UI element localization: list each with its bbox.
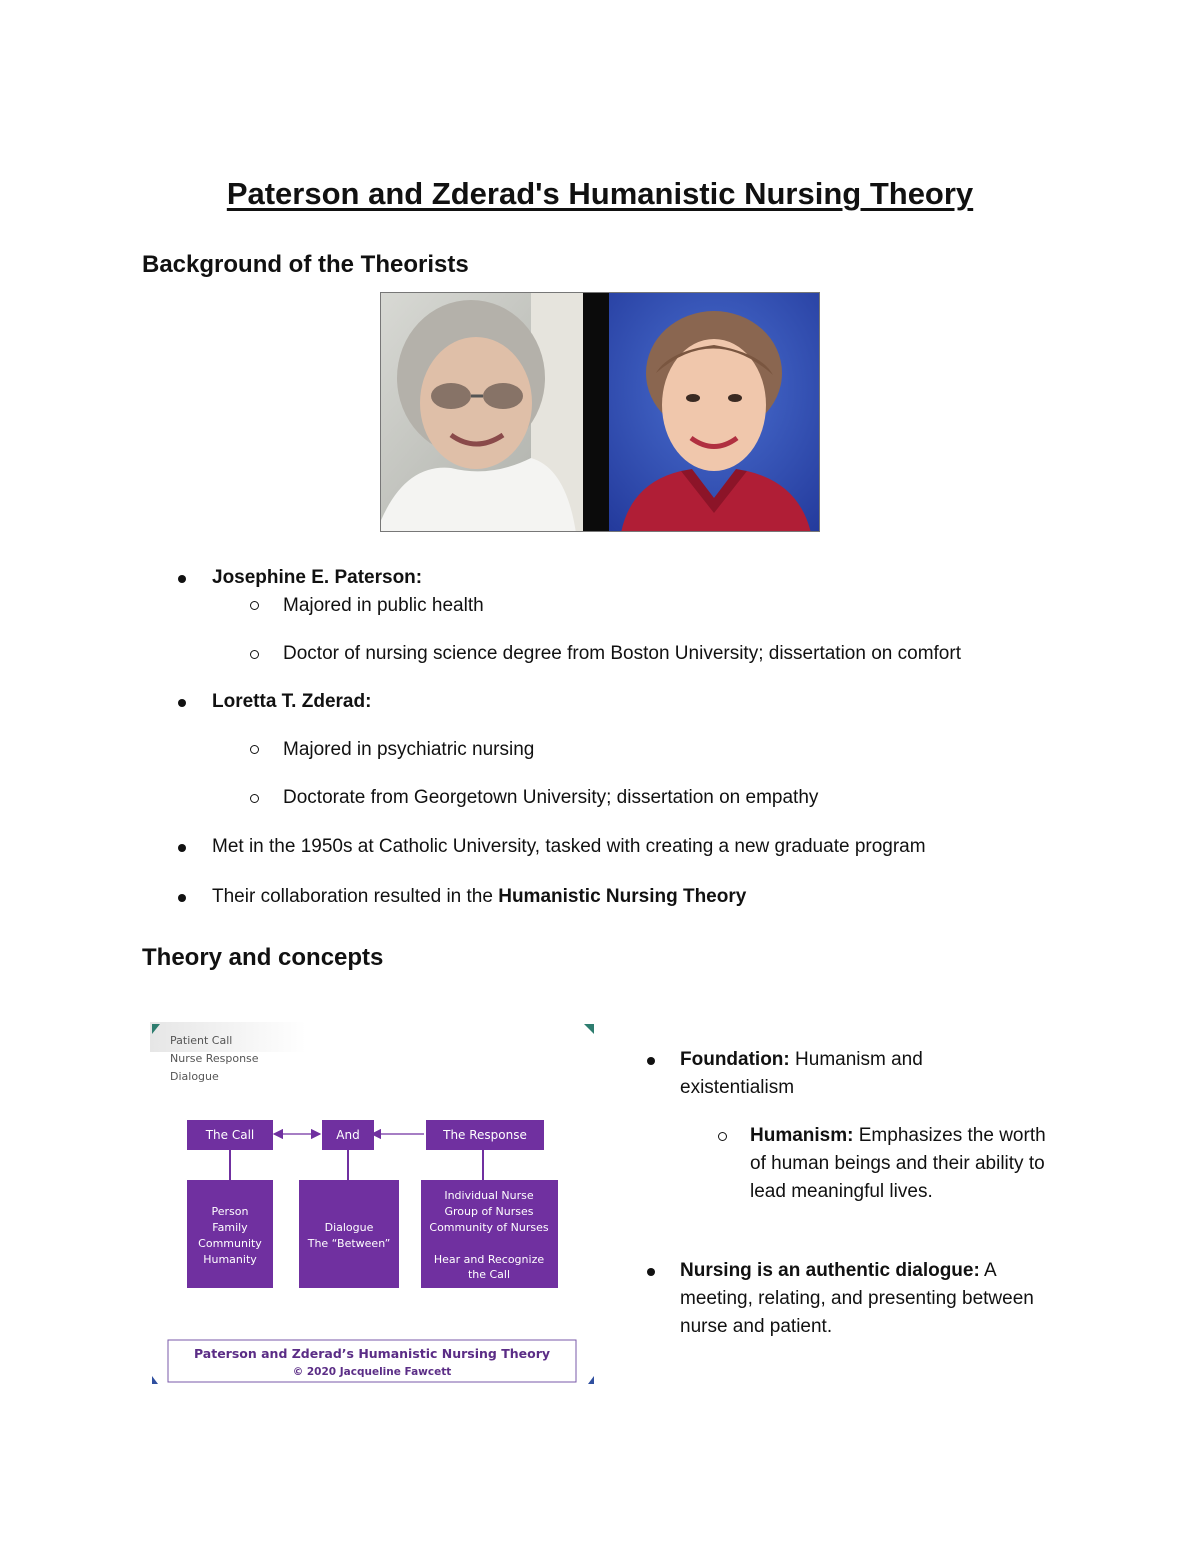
circle-bullet-icon [250, 601, 259, 610]
svg-text:© 2020 Jacqueline Fawcett: © 2020 Jacqueline Fawcett [292, 1366, 452, 1378]
list-item: Doctor of nursing science degree from Boston University; dissertation on comfort [283, 643, 961, 664]
svg-text:Community of Nurses: Community of Nurses [429, 1221, 549, 1234]
list-item-foundation: Foundation: Humanism and existentialism [680, 1049, 923, 1098]
svg-text:Humanity: Humanity [203, 1253, 257, 1266]
bullet-icon [647, 1268, 655, 1276]
svg-text:the Call: the Call [467, 1268, 511, 1281]
box-the-response [426, 1120, 544, 1150]
svg-text:And: And [336, 1128, 360, 1142]
box-and [322, 1120, 374, 1150]
svg-text:Community: Community [198, 1237, 262, 1250]
list-item: Met in the 1950s at Catholic University, tasked with creating a new graduate program [212, 836, 926, 857]
legend-nurse-response: Nurse Response [170, 1052, 259, 1065]
list-item: Majored in public health [283, 595, 484, 616]
page-title: Paterson and Zderad's Humanistic Nursing Theory [226, 176, 974, 211]
bullet-icon [647, 1057, 655, 1065]
diagram-caption [168, 1340, 576, 1382]
svg-text:The Call: The Call [205, 1128, 255, 1142]
svg-text:The “Between”: The “Between” [307, 1237, 391, 1250]
svg-text:Individual Nurse: Individual Nurse [444, 1189, 534, 1202]
list-item: Doctorate from Georgetown University; dissertation on empathy [283, 787, 819, 808]
theorists-photo [380, 292, 820, 532]
humanistic-theory-diagram [150, 1022, 596, 1386]
circle-bullet-icon [250, 745, 259, 754]
box-dialogue-between [299, 1180, 399, 1288]
box-the-call [187, 1120, 273, 1150]
svg-text:Dialogue: Dialogue [324, 1221, 374, 1234]
box-person-family [187, 1180, 273, 1288]
circle-bullet-icon [250, 650, 259, 659]
list-item-humanism: Humanism: Emphasizes the worth of human beings and their ability to lead meaningful lives. [750, 1125, 1046, 1202]
bullet-icon [178, 894, 186, 902]
svg-text:Person: Person [211, 1205, 249, 1218]
corner-accent-icon [588, 1376, 594, 1384]
svg-text:The Response: The Response [443, 1128, 527, 1142]
theorist-paterson-name: Josephine E. Paterson: [212, 567, 423, 588]
bullet-icon [178, 844, 186, 852]
list-item: Majored in psychiatric nursing [283, 739, 535, 760]
circle-bullet-icon [718, 1132, 727, 1141]
legend-dialogue: Dialogue [170, 1070, 219, 1083]
circle-bullet-icon [250, 794, 259, 803]
svg-text:Hear and Recognize: Hear and Recognize [433, 1253, 545, 1266]
legend-patient-call: Patient Call [170, 1034, 233, 1047]
bullet-icon [178, 575, 186, 583]
svg-text:Family: Family [212, 1221, 248, 1234]
bullet-icon [178, 699, 186, 707]
corner-accent-icon [152, 1376, 158, 1384]
list-item: Their collaboration resulted in the Humanistic Nursing Theory [212, 886, 747, 907]
portrait-left-icon [381, 293, 583, 532]
svg-text:Group of Nurses: Group of Nurses [444, 1205, 534, 1218]
svg-text:Paterson and Zderad’s Humanist: Paterson and Zderad’s Humanistic Nursing Theory [193, 1346, 551, 1361]
theorist-zderad-name: Loretta T. Zderad: [212, 691, 372, 712]
list-item-authentic-dialogue: Nursing is an authentic dialogue: A meeting, relating, and presenting between nurse and patient. [680, 1260, 1034, 1337]
box-nurse-response [421, 1180, 558, 1288]
section-heading-background: Background of the Theorists [142, 251, 469, 278]
portrait-right-icon [609, 293, 820, 532]
section-heading-theory: Theory and concepts [142, 944, 384, 971]
